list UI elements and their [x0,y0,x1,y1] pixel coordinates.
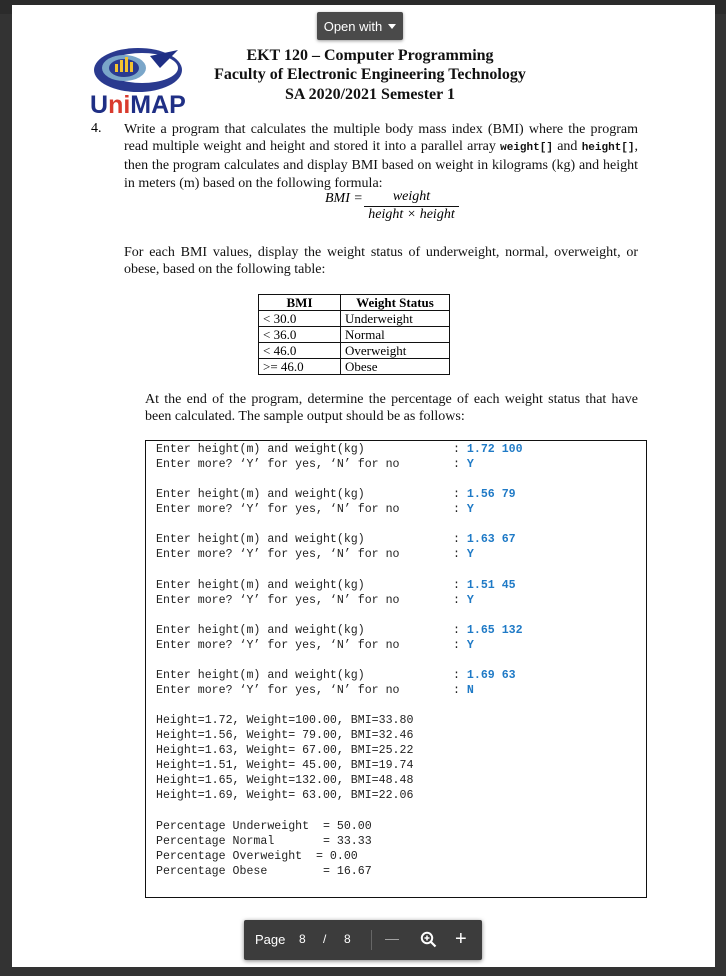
formula-lhs: BMI = [325,191,363,206]
prompt-height-weight: Enter height(m) and weight(kg) [156,488,365,501]
sample-output-box [145,440,647,898]
input-value: : N [453,684,474,697]
logo-text-pre: U [90,91,109,119]
code-weight-array: weight[] [500,142,553,155]
formula-fraction [364,189,459,223]
input-value: : 1.69 63 [453,669,516,682]
formula-denominator: height × height [368,207,455,222]
input-value: : Y [453,594,474,607]
code-height-array: height[] [581,142,635,155]
prompt-height-weight: Enter height(m) and weight(kg) [156,443,365,456]
result-line: Height=1.51, Weight= 45.00, BMI=19.74 [156,759,414,772]
p1-text-b: and [552,139,582,155]
table-row [259,327,450,343]
percentage-line: Percentage Obese = 16.67 [156,865,372,878]
result-line: Height=1.72, Weight=100.00, BMI=33.80 [156,714,414,727]
question-paragraph-2: For each BMI values, display the weight status of underweight, normal, overweight, or obese, based on the following table: [124,245,638,278]
table-row [259,311,450,327]
zoom-in-button[interactable]: + [455,928,467,950]
result-line: Height=1.69, Weight= 63.00, BMI=22.06 [156,789,414,802]
percentage-line: Percentage Underweight = 50.00 [156,820,372,833]
prompt-more: Enter more? ‘Y’ for yes, ‘N’ for no [156,458,400,471]
prompt-more: Enter more? ‘Y’ for yes, ‘N’ for no [156,503,400,516]
page-current-input[interactable]: 8 [299,932,306,946]
open-with-label: Open with [323,18,383,34]
prompt-height-weight: Enter height(m) and weight(kg) [156,669,365,682]
question-paragraph-1 [124,121,638,192]
table-row [259,343,450,359]
p1-text-c: , then the program calculates and display BMI based on weight in kilograms (kg) and height in meters (m) based on the following formula: [124,139,638,191]
input-value: : 1.63 67 [453,533,516,546]
input-value: : Y [453,548,474,561]
table-header-status: Weight Status [341,295,450,311]
input-value: : Y [453,503,474,516]
prompt-height-weight: Enter height(m) and weight(kg) [156,533,365,546]
input-value: : 1.51 45 [453,579,516,592]
page-navigation-bar [244,920,482,960]
page-label: Page [255,932,286,947]
divider [371,930,372,950]
percentage-line: Percentage Normal = 33.33 [156,835,372,848]
prompt-more: Enter more? ‘Y’ for yes, ‘N’ for no [156,548,400,561]
table-header-row [259,295,450,311]
table-cell: < 30.0 [259,311,341,327]
table-cell: < 46.0 [259,343,341,359]
semester-label: SA 2020/2021 Semester 1 [285,86,455,103]
question-paragraph-3: At the end of the program, determine the percentage of each weight status that have been calculated. The sample output should be as follows: [145,392,638,425]
input-value: : 1.65 132 [453,624,523,637]
logo-text-mid: ni [108,91,131,119]
page-total: 8 [344,932,351,946]
open-with-button[interactable] [317,12,403,40]
question-number: 4. [91,121,102,136]
zoom-icon[interactable] [420,931,437,948]
result-line: Height=1.56, Weight= 79.00, BMI=32.46 [156,729,414,742]
faculty-name: Faculty of Electronic Engineering Technology [214,66,526,83]
table-cell: Underweight [341,311,450,327]
prompt-height-weight: Enter height(m) and weight(kg) [156,579,365,592]
caret-down-icon [388,24,396,29]
formula-numerator: weight [364,189,459,207]
logo-wordmark [90,91,186,120]
table-cell: Overweight [341,343,450,359]
page-separator: / [323,932,327,946]
table-cell: >= 46.0 [259,359,341,375]
prompt-more: Enter more? ‘Y’ for yes, ‘N’ for no [156,594,400,607]
prompt-height-weight: Enter height(m) and weight(kg) [156,624,365,637]
result-line: Height=1.63, Weight= 67.00, BMI=25.22 [156,744,414,757]
input-value: : 1.56 79 [453,488,516,501]
percentage-line: Percentage Overweight = 0.00 [156,850,358,863]
logo-text-post: MAP [130,91,186,119]
input-value: : Y [453,458,474,471]
table-cell: Normal [341,327,450,343]
prompt-more: Enter more? ‘Y’ for yes, ‘N’ for no [156,639,400,652]
input-value: : 1.72 100 [453,443,523,456]
result-line: Height=1.65, Weight=132.00, BMI=48.48 [156,774,414,787]
table-header-bmi: BMI [259,295,341,311]
bmi-status-table [258,294,450,375]
course-title: EKT 120 – Computer Programming [246,47,494,64]
input-value: : Y [453,639,474,652]
prompt-more: Enter more? ‘Y’ for yes, ‘N’ for no [156,684,400,697]
table-cell: < 36.0 [259,327,341,343]
table-row [259,359,450,375]
p1-text-a: Write a program that calculates the multiple body mass index (BMI) where the program read multiple weight and height and stored it into a parallel array [124,122,638,155]
table-cell: Obese [341,359,450,375]
zoom-out-button[interactable]: — [385,930,399,946]
